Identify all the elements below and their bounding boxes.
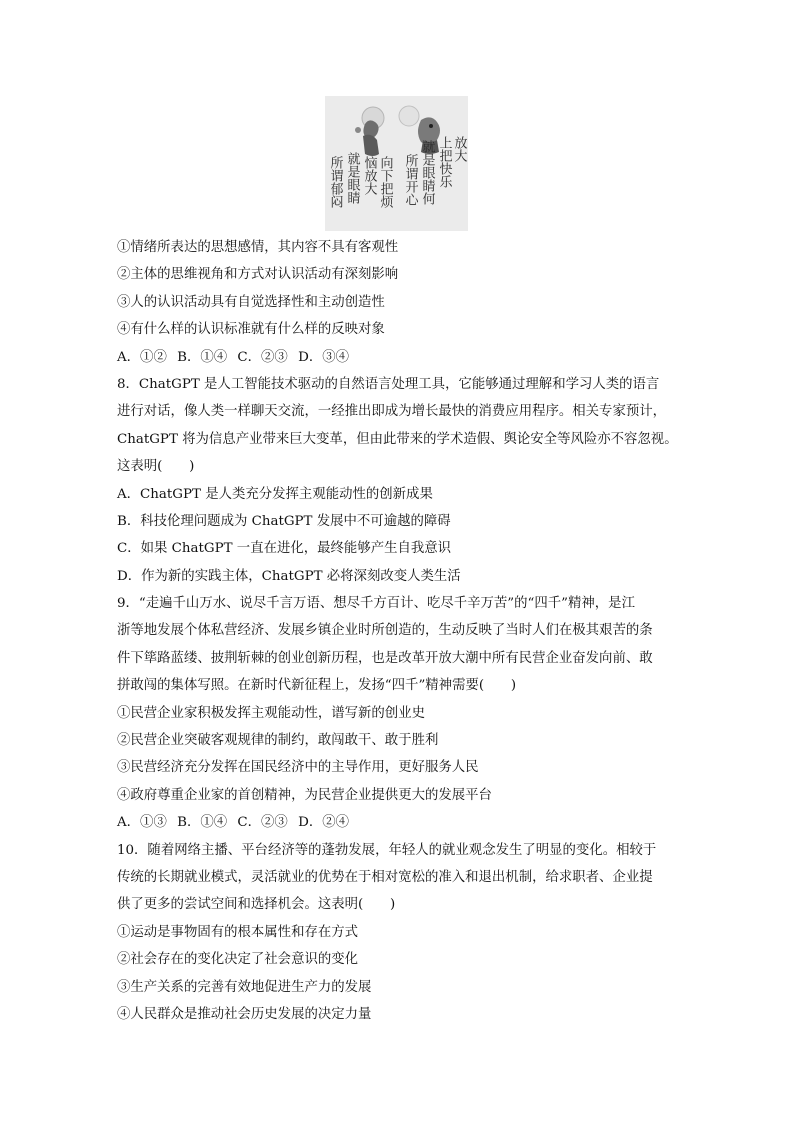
q8-stem-line-2: 进行对话，像人类一样聊天交流，一经推出即成为增长最快的消费应用程序。相关专家预计， (117, 404, 667, 420)
q7-option-4: ④有什么样的认识标准就有什么样的反映对象 (117, 322, 385, 338)
q10-stem-line-1: 10．随着网络主播、平台经济等的蓬勃发展，年轻人的就业观念发生了明显的变化。相较于 (117, 842, 657, 858)
q9-option-2: ②民营企业突破客观规律的制约，敢闯敢干、敢于胜利 (117, 733, 439, 749)
q9-option-3: ③民营经济充分发挥在国民经济中的主导作用，更好服务人民 (117, 760, 479, 776)
figure-text-left-1: 所谓郁闷 (327, 156, 343, 208)
q8-stem-line-1: 8．ChatGPT 是人工智能技术驱动的自然语言处理工具，它能够通过理解和学习人类的语言 (117, 376, 660, 392)
figure-text-right-3: 上把快乐 (436, 136, 452, 188)
q8-option-b: B．科技伦理问题成为 ChatGPT 发展中不可逾越的障碍 (117, 513, 451, 529)
q8-option-a: A．ChatGPT 是人类充分发挥主观能动性的创新成果 (117, 486, 433, 502)
figure-text-right-1: 所谓开心 (402, 154, 418, 206)
q8-stem-line-4: 这表明( ) (117, 459, 195, 475)
figure-text-left-2: 就是眼睛 (344, 152, 360, 204)
cartoon-drawing (325, 96, 468, 231)
q9-answer-choices (117, 809, 682, 836)
q9-stem-line-1: 9．“走遍千山万水、说尽千言万语、想尽千方百计、吃尽千辛万苦”的“四千”精神，是江 (117, 596, 635, 612)
q7-answer-choices (117, 344, 682, 371)
q10-stem-line-3: 供了更多的尝试空间和选择机会。这表明( ) (117, 897, 396, 913)
q10-option-1: ①运动是事物固有的根本属性和存在方式 (117, 924, 359, 940)
figure-text-left-4: 向下把烦 (377, 156, 393, 208)
q8-option-c: C．如果 ChatGPT 一直在进化，最终能够产生自我意识 (117, 541, 452, 557)
q9-stem-line-2: 浙等地发展个体私营经济、发展乡镇企业时所创造的，生动反映了当时人们在极其艰苦的条 (117, 623, 653, 639)
q9-answer-b: B．①④ (177, 815, 228, 831)
q7-answer-d: D．③④ (298, 349, 349, 365)
illustration-cartoon (325, 96, 468, 231)
q7-option-1: ①情绪所表达的思想感情，其内容不具有客观性 (117, 240, 399, 255)
q7-option-3: ③人的认识活动具有自觉选择性和主动创造性 (117, 294, 385, 310)
q7-answer-a: A．①② (117, 349, 167, 365)
q9-stem-line-3: 件下筚路蓝缕、披荆斩棘的创业创新历程，也是改革开放大潮中所有民营企业奋发向前、敢 (117, 650, 653, 666)
figure-text-right-4: 放大 (451, 136, 467, 162)
q7-option-2: ②主体的思维视角和方式对认识活动有深刻影响 (117, 267, 399, 283)
q9-answer-a: A．①③ (117, 815, 167, 831)
q9-option-1: ①民营企业家积极发挥主观能动性，谱写新的创业史 (117, 705, 425, 721)
q9-option-4: ④政府尊重企业家的首创精神，为民营企业提供更大的发展平台 (117, 787, 492, 803)
q7-answer-c: C．②③ (237, 349, 288, 365)
q8-option-d: D．作为新的实践主体，ChatGPT 必将深刻改变人类生活 (117, 568, 461, 584)
q10-option-4: ④人民群众是推动社会历史发展的决定力量 (117, 1006, 372, 1022)
q10-stem-line-2: 传统的长期就业模式，灵活就业的优势在于相对宽松的准入和退出机制，给求职者、企业提 (117, 869, 653, 885)
q9-answer-d: D．②④ (298, 815, 349, 831)
q9-stem-line-4: 拼敢闯的集体写照。在新时代新征程上，发扬“四千”精神需要( ) (117, 678, 517, 694)
figure-text-left-3: 恼放大 (361, 156, 377, 195)
q9-answer-c: C．②③ (237, 815, 288, 831)
q10-option-3: ③生产关系的完善有效地促进生产力的发展 (117, 979, 372, 995)
q7-answer-b: B．①④ (177, 349, 228, 365)
q8-stem-line-3: ChatGPT 将为信息产业带来巨大变革，但由此带来的学术造假、舆论安全等风险亦不容忽视。 (117, 431, 678, 447)
q10-option-2: ②社会存在的变化决定了社会意识的变化 (117, 952, 359, 968)
question-content (117, 234, 682, 1028)
figure-text-right-2: 就是眼睛何 (419, 140, 435, 205)
